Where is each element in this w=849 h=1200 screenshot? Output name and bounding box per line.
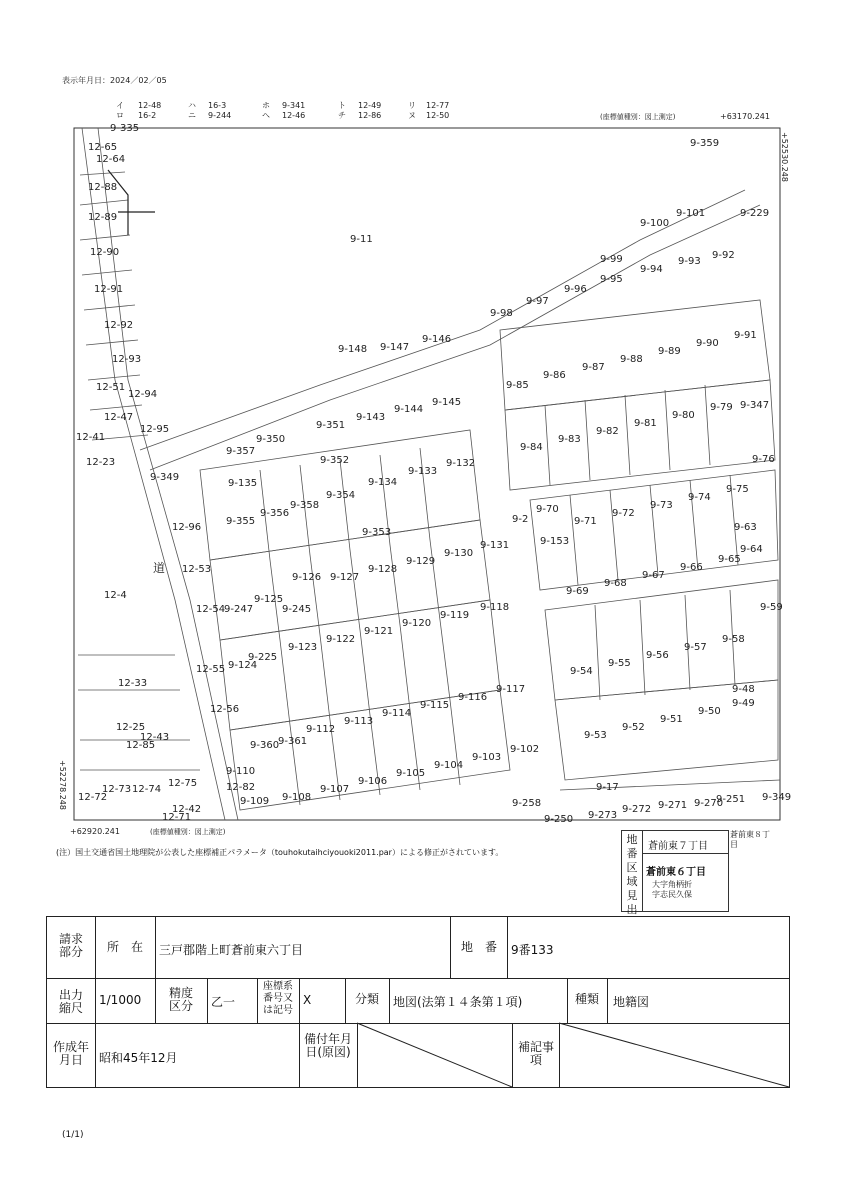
parcel-number: 9-69 <box>566 586 589 597</box>
svg-text:12-77: 12-77 <box>426 101 450 110</box>
parcel-number: 9-229 <box>740 208 770 219</box>
parcel-number: 12-54 <box>196 604 226 615</box>
parcel-number: 12-93 <box>112 354 142 365</box>
parcel-number: 9-87 <box>582 362 605 373</box>
parcel-number: 9-110 <box>226 766 256 777</box>
parcel-number: 9-113 <box>344 716 374 727</box>
type-label: 種類 <box>574 992 599 1006</box>
notes-label: 補記事項 <box>517 1040 554 1067</box>
class-value: 地図(法第１４条第１項) <box>393 995 523 1009</box>
parcel-number: 9-75 <box>726 484 749 495</box>
parcel-number: 9-129 <box>406 556 436 567</box>
parcel-number: 12-51 <box>96 382 126 393</box>
blank-strike <box>559 1023 789 1087</box>
parcel-number: 9-271 <box>658 800 688 811</box>
parcel-number: 9-97 <box>526 296 549 307</box>
parcel-number: 9-116 <box>458 692 488 703</box>
parcel-number: 9-122 <box>326 634 356 645</box>
parcel-number: 12-56 <box>210 704 240 715</box>
legend-row: 大字角柄折 <box>652 880 692 889</box>
svg-text:イ: イ <box>116 101 124 110</box>
parcel-number: 9-347 <box>740 400 770 411</box>
svg-text:12-50: 12-50 <box>426 111 450 120</box>
parcel-number: 12-33 <box>118 678 148 689</box>
parcel-number: 9-48 <box>732 684 755 695</box>
parcel-number: 12-85 <box>126 740 156 751</box>
parcel-number: 9-11 <box>350 234 373 245</box>
svg-text:チ: チ <box>338 111 346 120</box>
parcel-number: 9-90 <box>696 338 719 349</box>
parcel-number: 9-2 <box>512 514 529 525</box>
legend-row: 蒼前東６丁目 <box>646 867 706 878</box>
parcel-number: 9-126 <box>292 572 322 583</box>
parcel-number: 9-98 <box>490 308 513 319</box>
parcel-number: 9-258 <box>512 798 542 809</box>
parcel-number: 9-50 <box>698 706 721 717</box>
parcel-number: 9-350 <box>256 434 286 445</box>
parcel-number: 9-107 <box>320 784 350 795</box>
parcel-number: 9-88 <box>620 354 643 365</box>
parcel-number: 9-112 <box>306 724 336 735</box>
parcel-number: 9-119 <box>440 610 470 621</box>
parcel-number: 9-104 <box>434 760 464 771</box>
parcel-number: 9-148 <box>338 344 368 355</box>
parcel-number: 12-74 <box>132 784 162 795</box>
parcel-number: 9-225 <box>248 652 278 663</box>
parcel-number: 9-359 <box>690 138 720 149</box>
parcel-number: 9-128 <box>368 564 398 575</box>
parcel-number: 9-358 <box>290 500 320 511</box>
parcel-number: 9-130 <box>444 548 474 559</box>
parcel-number: 12-23 <box>86 457 116 468</box>
parcel-number: 9-251 <box>716 794 746 805</box>
parcel-number: 9-103 <box>472 752 502 763</box>
svg-text:12-46: 12-46 <box>282 111 306 120</box>
location-label: 所 在 <box>106 940 143 954</box>
parcel-number: 12-43 <box>140 732 170 743</box>
svg-text:ハ: ハ <box>188 101 196 110</box>
parcel-number: 12-41 <box>76 432 106 443</box>
parcel-number: 9-353 <box>362 527 392 538</box>
parcel-number: 12-89 <box>88 212 118 223</box>
parcel-number: 9-250 <box>544 814 574 825</box>
parcel-number: 9-105 <box>396 768 426 779</box>
parcel-number: 9-145 <box>432 397 462 408</box>
parcel-number: 9-70 <box>536 504 559 515</box>
parcel-number: 9-349 <box>150 472 180 483</box>
parcel-number: 9-96 <box>564 284 587 295</box>
parcel-number: 12-94 <box>128 389 158 400</box>
parcel-number: 9-355 <box>226 516 256 527</box>
parcel-number: 9-106 <box>358 776 388 787</box>
parcel-number: 12-65 <box>88 142 118 153</box>
parcel-number: 9-352 <box>320 455 350 466</box>
lot-value: 9番133 <box>511 943 554 957</box>
parcel-number: 9-131 <box>480 540 510 551</box>
parcel-number: 9-89 <box>658 346 681 357</box>
parcel-number: 12-71 <box>162 812 192 823</box>
parcel-number: 12-96 <box>172 522 202 533</box>
parcel-number: 12-42 <box>172 804 202 815</box>
parcel-number: 9-73 <box>650 500 673 511</box>
parcel-number: 9-147 <box>380 342 410 353</box>
lot-label: 地 番 <box>460 940 497 954</box>
parcel-number: 9-51 <box>660 714 683 725</box>
parcel-number: 9-245 <box>282 604 312 615</box>
remarks-label: 備付年月日(原図) <box>303 1032 352 1059</box>
parcel-number: 9-95 <box>600 274 623 285</box>
parcel-number: 9-72 <box>612 508 635 519</box>
parcel-number: 9-144 <box>394 404 424 415</box>
parcel-number: 9-58 <box>722 634 745 645</box>
parcel-number: 9-135 <box>228 478 258 489</box>
svg-text:リ: リ <box>408 101 416 110</box>
svg-text:16-2: 16-2 <box>138 111 157 120</box>
svg-text:ニ: ニ <box>188 111 196 120</box>
parcel-number: 9-354 <box>326 490 356 501</box>
parcel-number: 9-91 <box>734 330 757 341</box>
parcel-number: 9-153 <box>540 536 570 547</box>
blank-strike <box>357 1023 512 1087</box>
parcel-number: 9-124 <box>228 660 258 671</box>
scale-label: 出力縮尺 <box>58 988 83 1015</box>
parcel-number: 9-63 <box>734 522 757 533</box>
parcel-number: 9-121 <box>364 626 394 637</box>
parcel-number: 9-270 <box>694 798 724 809</box>
coord-left-vertical: +52278.248 <box>58 760 67 810</box>
svg-text:ヘ: ヘ <box>262 111 270 120</box>
class-label: 分類 <box>354 992 379 1006</box>
road-edge <box>140 190 745 450</box>
legend-row: 蒼前東７丁目 <box>648 841 708 852</box>
requester-label: 請求部分 <box>58 932 83 959</box>
coord-right-vertical: +52530.248 <box>780 132 789 182</box>
parcel-number: 9-56 <box>646 650 669 661</box>
parcel-number: 9-143 <box>356 412 386 423</box>
parcel-number: 9-114 <box>382 708 412 719</box>
svg-text:12-48: 12-48 <box>138 101 162 110</box>
coord-system-top: (座標値種別：図上測定) <box>600 113 676 121</box>
parcel-number: 12-53 <box>182 564 212 575</box>
parcel-number: 9-94 <box>640 264 663 275</box>
created-label: 作成年月日 <box>53 1040 90 1067</box>
display-date: 表示年月日：2024／02／05 <box>62 76 167 85</box>
parcel-number: 9-272 <box>622 804 652 815</box>
svg-text:ヌ: ヌ <box>408 111 416 120</box>
accuracy-value: 乙一 <box>211 995 236 1009</box>
parcel-number: 9-59 <box>760 602 783 613</box>
parcel-number: 9-54 <box>570 666 593 677</box>
parcel-number: 9-65 <box>718 554 741 565</box>
parcel-number: 9-125 <box>254 594 284 605</box>
parcel-number: 9-127 <box>330 572 360 583</box>
parcel-number: 12-25 <box>116 722 146 733</box>
page-number: (1/1) <box>62 1130 84 1140</box>
svg-text:12-86: 12-86 <box>358 111 382 120</box>
coord-bottom-left: +62920.241 <box>70 827 120 836</box>
parcel-number: 9-79 <box>710 402 733 413</box>
certificate-table <box>46 916 790 1088</box>
svg-text:12-49: 12-49 <box>358 101 382 110</box>
parcel-number: 9-118 <box>480 602 510 613</box>
parcel-number: 9-351 <box>316 420 346 431</box>
parcel-number: 9-357 <box>226 446 256 457</box>
parcel-number: 9-17 <box>596 782 619 793</box>
parcel-number: 9-66 <box>680 562 703 573</box>
parcel-number: 9-133 <box>408 466 438 477</box>
parcel-number: 9-335 <box>110 123 140 134</box>
parcel-number: 9-93 <box>678 256 701 267</box>
district-legend <box>621 830 729 916</box>
parcel-number: 9-92 <box>712 250 735 261</box>
parcel-number: 9-115 <box>420 700 450 711</box>
parcel-number: 9-67 <box>642 570 665 581</box>
parcel-number: 12-75 <box>168 778 198 789</box>
parcel-number: 9-84 <box>520 442 543 453</box>
parcel-number: 9-80 <box>672 410 695 421</box>
parcel-number: 9-82 <box>596 426 619 437</box>
accuracy-label: 精度区分 <box>168 986 193 1013</box>
svg-text:ホ: ホ <box>262 101 270 110</box>
parcel-number: 9-123 <box>288 642 318 653</box>
parcel-number: 9-360 <box>250 740 280 751</box>
parcel-number: 9-361 <box>278 736 308 747</box>
parcel-number: 12-73 <box>102 784 132 795</box>
parcel-number: 9-57 <box>684 642 707 653</box>
parcel-number: 12-47 <box>104 412 134 423</box>
parcel-number: 12-91 <box>94 284 124 295</box>
parcel-number: 9-99 <box>600 254 623 265</box>
location-value: 三戸郡階上町蒼前東六丁目 <box>159 943 304 957</box>
parcel-number: 9-64 <box>740 544 763 555</box>
parcel-number: 9-120 <box>402 618 432 629</box>
legend-row: 字志民久保 <box>652 890 692 899</box>
parcel-number: 9-86 <box>543 370 566 381</box>
parcel-number: 9-101 <box>676 208 706 219</box>
parcel-number: 9-55 <box>608 658 631 669</box>
svg-text:9-244: 9-244 <box>208 111 232 120</box>
legend-title: 地番区域見出 <box>626 833 638 916</box>
parcel-number: 12-4 <box>104 590 127 601</box>
scale-value: 1/1000 <box>99 993 142 1007</box>
parcel-number: 9-76 <box>752 454 775 465</box>
svg-text:ト: ト <box>338 101 346 110</box>
parcel-number: 9-132 <box>446 458 476 469</box>
parcel-number: 9-71 <box>574 516 597 527</box>
parcel-number: 12-92 <box>104 320 134 331</box>
parcel-number: 9-117 <box>496 684 526 695</box>
parcel-number: 12-82 <box>226 782 256 793</box>
parcel-number: 9-108 <box>282 792 312 803</box>
parcel-number: 9-102 <box>510 744 540 755</box>
parcel-number: 9-74 <box>688 492 711 503</box>
parcel-number: 12-90 <box>90 247 120 258</box>
parcel-number: 12-55 <box>196 664 226 675</box>
parcel-number: 9-109 <box>240 796 270 807</box>
parcel-number: 9-146 <box>422 334 452 345</box>
parcel-number: 9-273 <box>588 810 618 821</box>
svg-text:16-3: 16-3 <box>208 101 227 110</box>
parcel-number: 9-100 <box>640 218 670 229</box>
road-edge <box>150 205 760 470</box>
legend-outside: 蒼前東８丁目 <box>730 830 770 849</box>
parcel-number: 9-68 <box>604 578 627 589</box>
coord-system-bottom: (座標値種別：図上測定) <box>150 828 226 836</box>
parcel-number: 12-72 <box>78 792 108 803</box>
parcel-number: 9-247 <box>224 604 254 615</box>
type-value: 地籍図 <box>613 995 650 1009</box>
coord-top-right: +63170.241 <box>720 112 770 121</box>
parcel-number: 12-95 <box>140 424 170 435</box>
parcel-number: 9-85 <box>506 380 529 391</box>
svg-text:9-341: 9-341 <box>282 101 306 110</box>
coordinate-correction-note: (注）国土交通省国土地理院が公表した座標補正パラメータ（touhokutaihciyouoki2011.par）による修正がされています。 <box>56 848 504 857</box>
svg-text:ロ: ロ <box>116 111 124 120</box>
parcel-number: 9-134 <box>368 477 398 488</box>
parcel-number: 9-53 <box>584 730 607 741</box>
parcel-number: 9-83 <box>558 434 581 445</box>
coord-label: 座標系番号又は記号 <box>263 981 293 1016</box>
coord-value: X <box>303 993 312 1007</box>
parcel-number: 9-349 <box>762 792 792 803</box>
road-label: 道 <box>153 561 166 575</box>
parcel-number: 9-356 <box>260 508 290 519</box>
parcel-number: 9-81 <box>634 418 657 429</box>
parcel-number: 9-52 <box>622 722 645 733</box>
parcel-number: 12-64 <box>96 154 126 165</box>
created-value: 昭和45年12月 <box>99 1051 178 1065</box>
parcel-number: 12-88 <box>88 182 118 193</box>
parcel-number: 9-49 <box>732 698 755 709</box>
